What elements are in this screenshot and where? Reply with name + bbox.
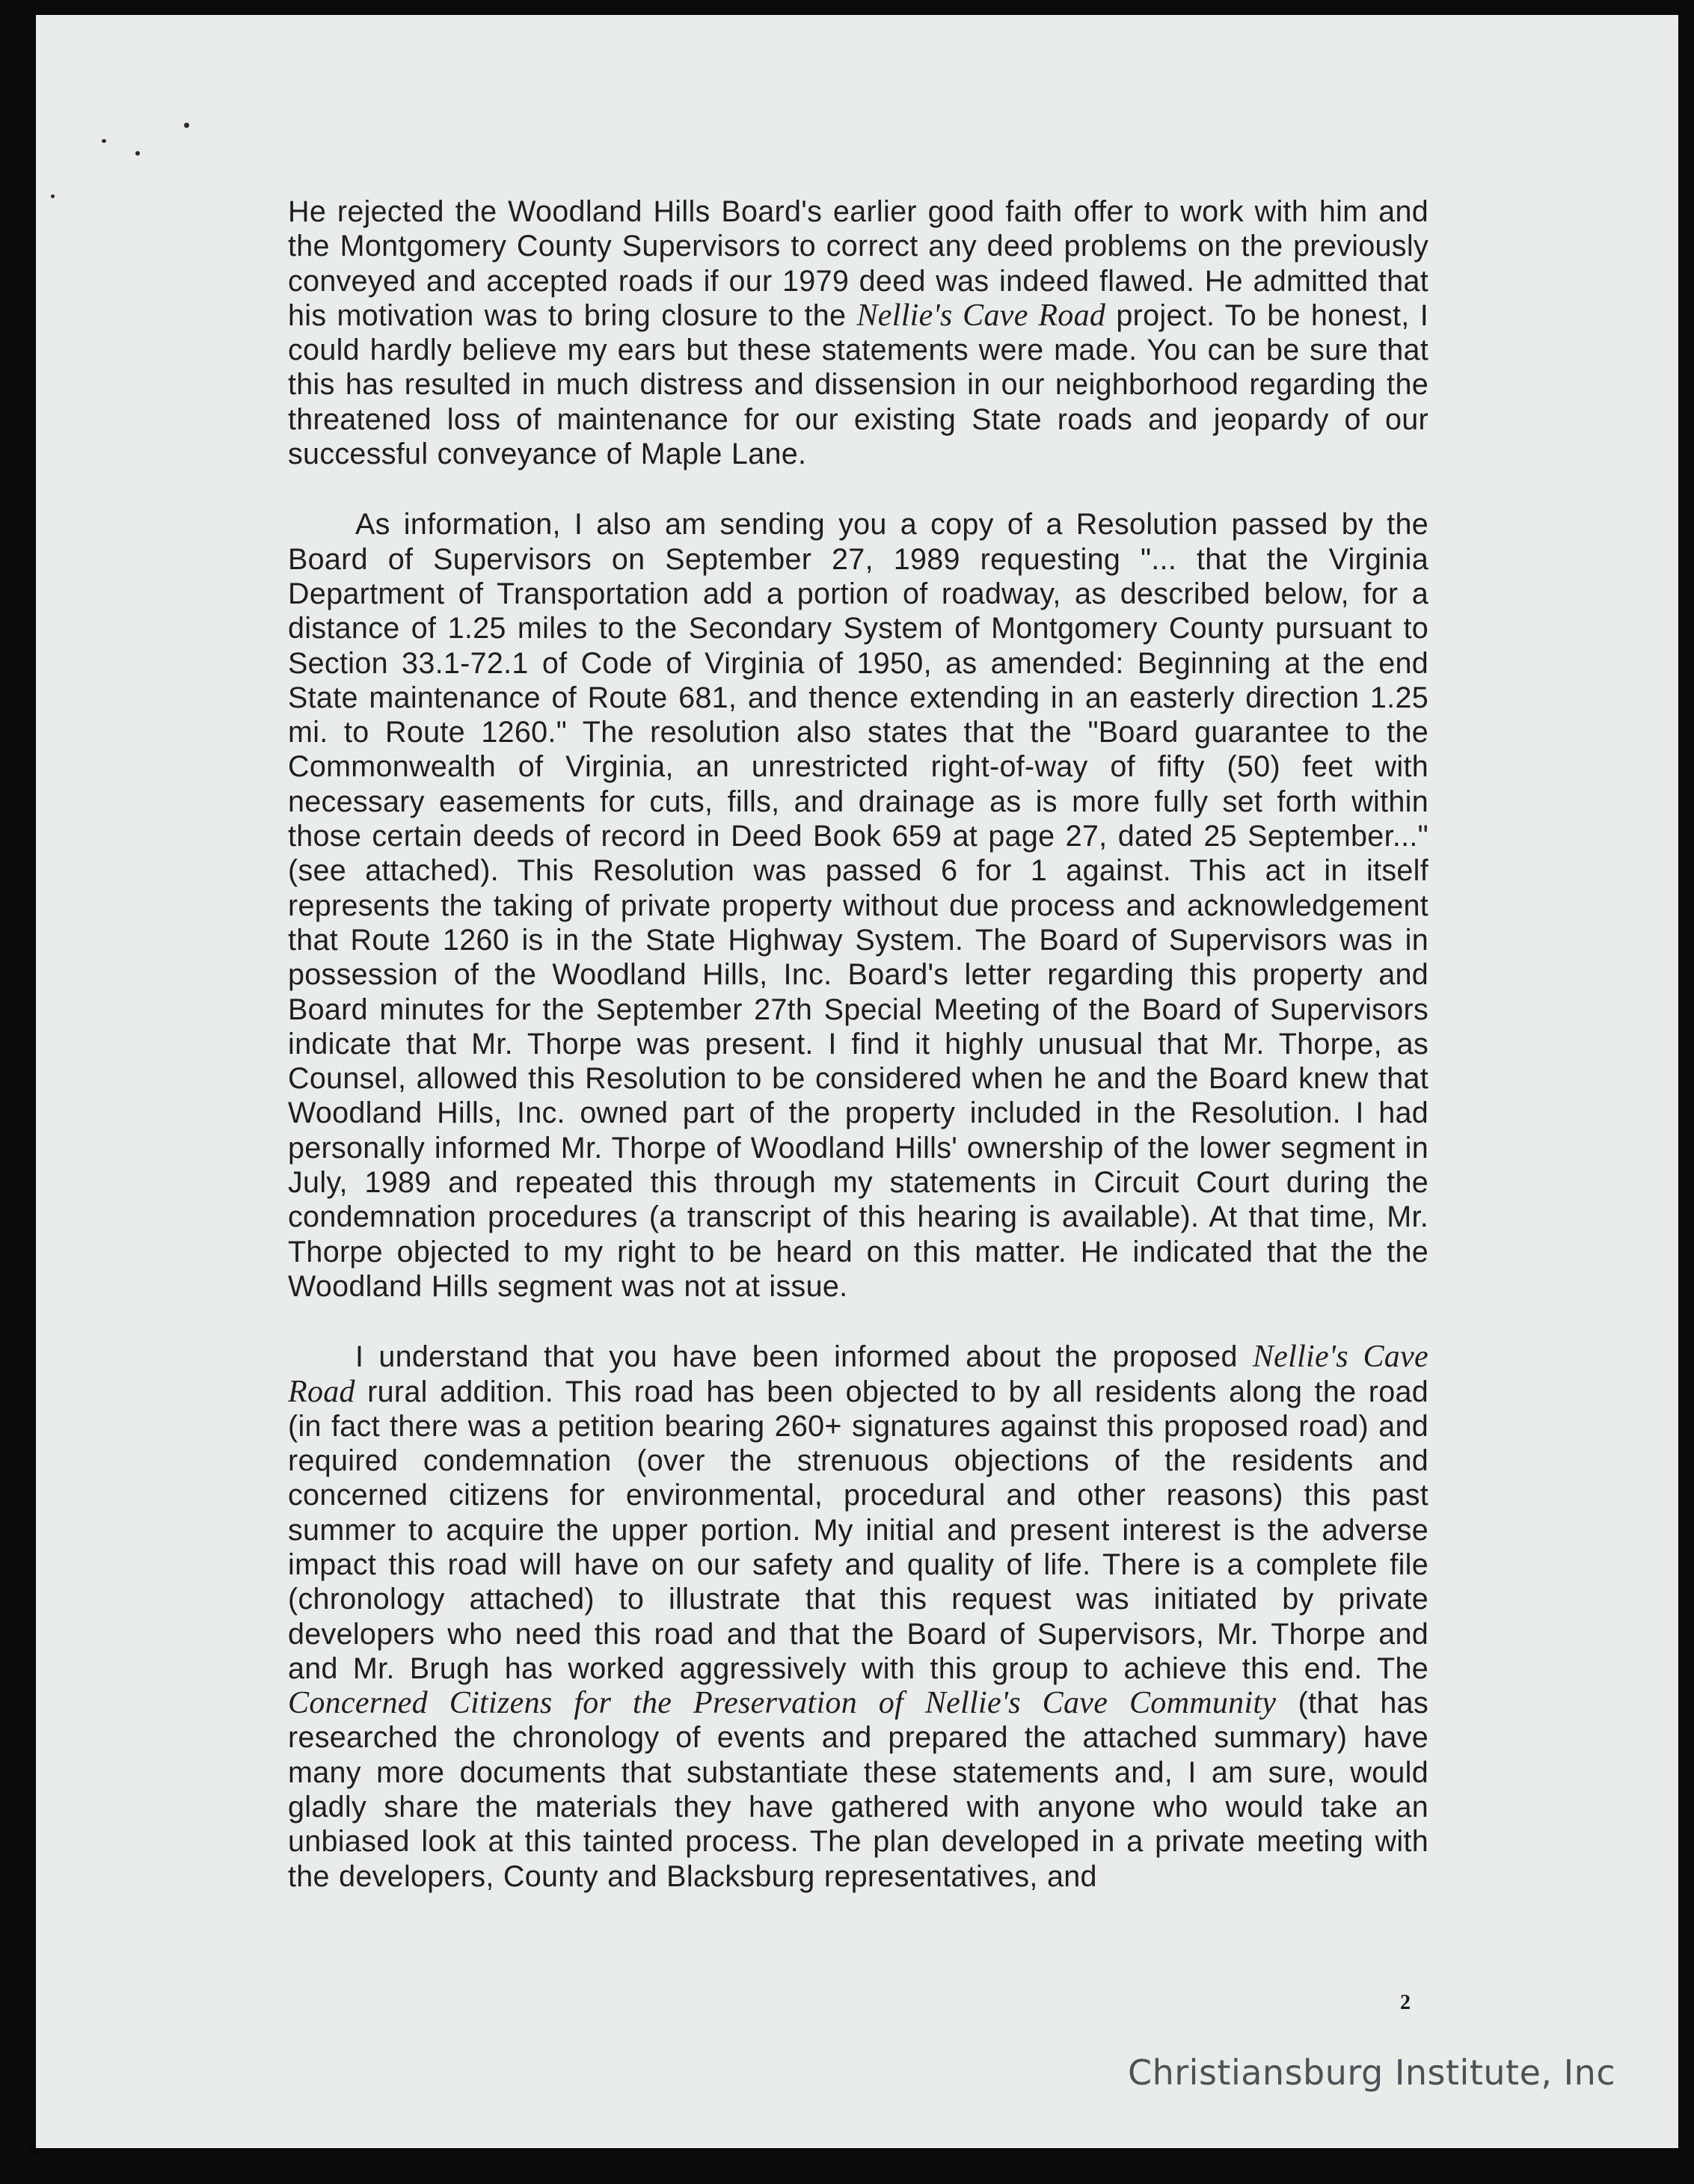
text-segment: I understand that you have been informed about the proposed bbox=[355, 1340, 1253, 1374]
italic-text-segment: Concerned Citizens for the Preservation of Nellie's Cave Community bbox=[288, 1686, 1277, 1721]
scan-speck bbox=[102, 139, 106, 143]
italic-text-segment: Nellie's Cave Road bbox=[856, 298, 1106, 333]
paragraph-3 bbox=[288, 1340, 1428, 1894]
scan-speck bbox=[184, 123, 189, 128]
text-segment: As information, I also am sending you a copy of a Resolution passed by the Board of Supervisors on September 27, 1989 requesting "... that the Virginia Department of Transportation add a portion of roadway, as described below, for a distance of 1.25 miles to the Secondary System of Montgomery County pursuant to Section 33.1-72.1 of Code of Virginia of 1950, as amended: Beginning at the end State maintenance of Route 681, and thence extending in an easterly direction 1.25 mi. to Route 1260." The resolution also states that the "Board guarantee to the Commonwealth of Virginia, an unrestricted right-of-way of fifty (50) feet with necessary easements for cuts, fills, and drainage as is more fully set forth within those certain deeds of record in Deed Book 659 at page 27, dated 25 September..." (see attached). This Resolution was passed 6 for 1 against. This act in itself represents the taking of private property without due process and acknowledgement that Route 1260 is in the State Highway System. The Board of Supervisors was in possession of the Woodland Hills, Inc. Board's letter regarding this property and Board minutes for the September 27th Special Meeting of the Board of Supervisors indicate that Mr. Thorpe was present. I find it highly unusual that Mr. Thorpe, as Counsel, allowed this Resolution to be considered when he and the Board knew that Woodland Hills, Inc. owned part of the property included in the Resolution. I had personally informed Mr. Thorpe of Woodland Hills' ownership of the lower segment in July, 1989 and repeated this through my statements in Circuit Court during the condemnation procedures (a transcript of this hearing is available). At that time, Mr. Thorpe objected to my right to be heard on this matter. He indicated that the the Woodland Hills segment was not at issue. bbox=[288, 508, 1428, 1303]
paragraph-1 bbox=[288, 194, 1428, 471]
italic-text-segment: Nellie's Cave Road bbox=[288, 1340, 1428, 1409]
letter-body bbox=[288, 194, 1428, 1894]
scan-speck bbox=[51, 194, 55, 198]
text-segment: He rejected the Woodland Hills Board's earlier good faith offer to work with him and the Montgomery County Supervisors to correct any deed problems on the previously conveyed and accepted roads if our 1979 deed was indeed flawed. He admitted that his motivation was to bring closure to the bbox=[288, 195, 1428, 332]
scan-speck bbox=[135, 151, 140, 156]
watermark: Christiansburg Institute, Inc bbox=[1128, 2052, 1616, 2093]
text-segment: project. To be honest, I could hardly believe my ears but these statements were made. You can be sure that this has resulted in much distress and dissension in our neighborhood regarding the threatened loss of maintenance for our existing State roads and jeopardy of our successful conveyance of Maple Lane. bbox=[288, 298, 1429, 471]
page-number: 2 bbox=[1400, 1991, 1411, 2014]
text-segment: (that has researched the chronology of events and prepared the attached summary) have many more documents that substantiate these statements and, I am sure, would gladly share the materials they have gathered with anyone who would take an unbiased look at this tainted process. The plan developed in a private meeting with the developers, County and Blacksburg representatives, and bbox=[288, 1687, 1428, 1893]
paragraph-2 bbox=[288, 507, 1428, 1304]
text-segment: rural addition. This road has been objected to by all residents along the road (in fact there was a petition bearing 260+ signatures against this proposed road) and required condemnation (over the strenuous objections of the residents and concerned citizens for environmental, procedural and other reasons) this past summer to acquire the upper portion. My initial and present interest is the adverse impact this road will have on our safety and quality of life. There is a complete file (chronology attached) to illustrate that this request was initiated by private developers who need this road and that the Board of Supervisors, Mr. Thorpe and and Mr. Brugh has worked aggressively with this group to achieve this end. The bbox=[288, 1375, 1428, 1685]
